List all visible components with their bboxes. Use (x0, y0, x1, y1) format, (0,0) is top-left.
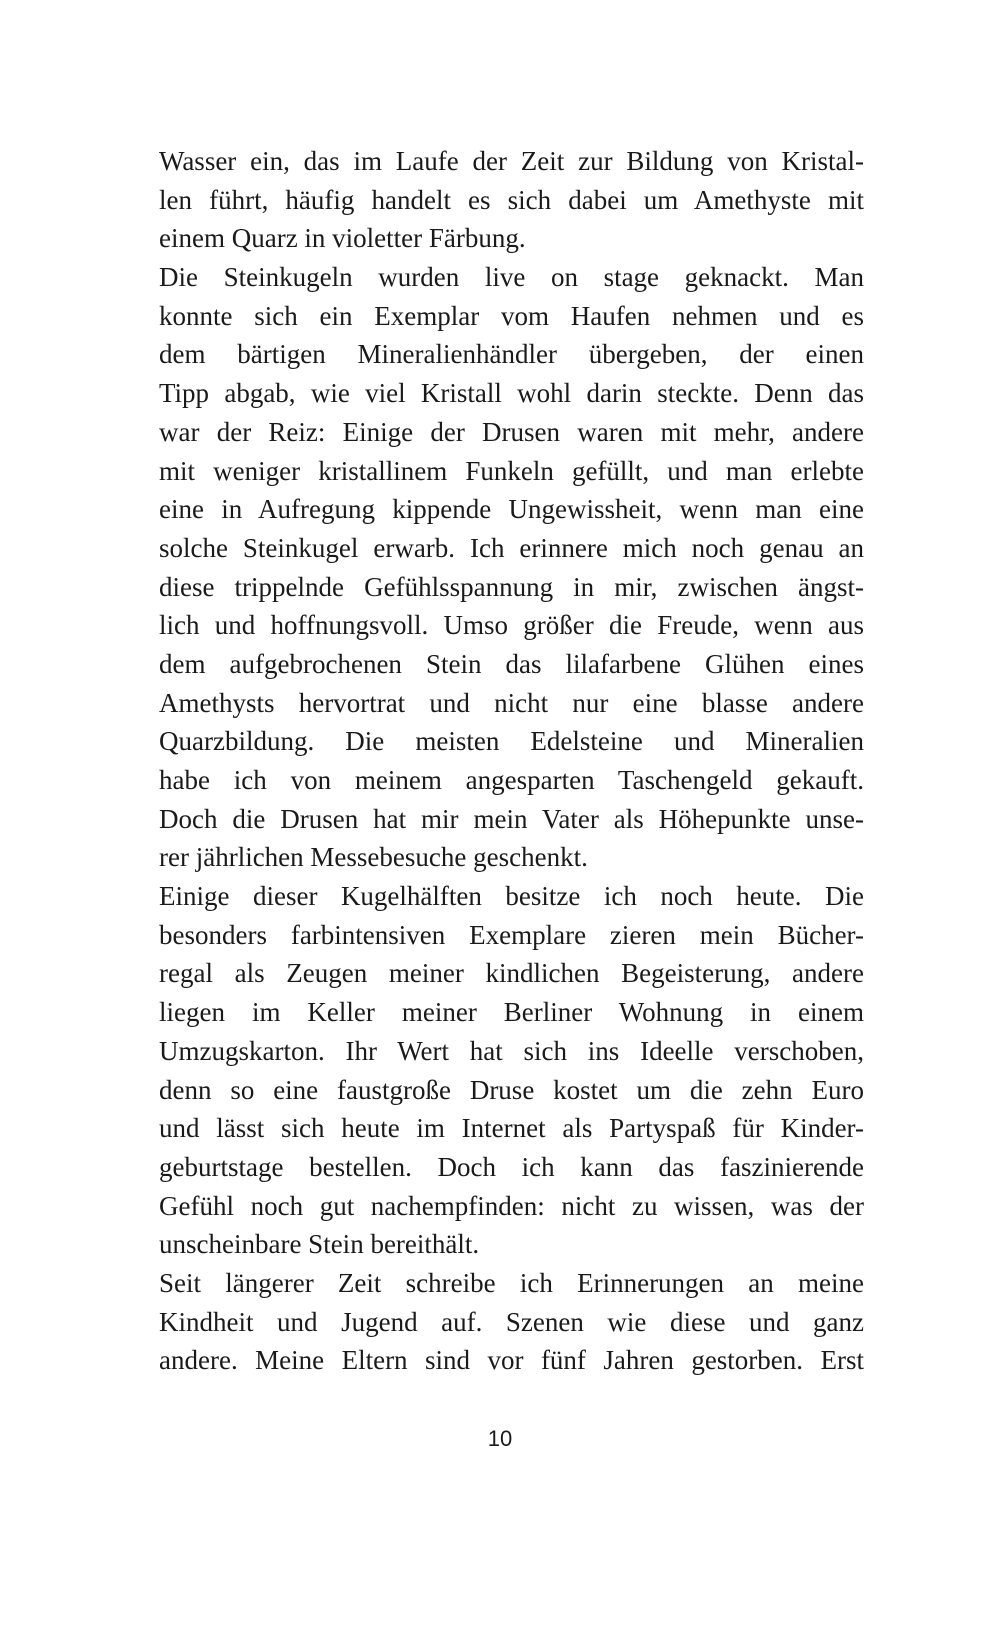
text-line: Seit längerer Zeit schreibe ich Erinnerungen an meine (159, 1267, 864, 1298)
text-line: war der Reiz: Einige der Drusen waren mit mehr, andere (159, 416, 864, 447)
text-line: Wasser ein, das im Laufe der Zeit zur Bildung von Kristal- (159, 146, 864, 176)
text-line: dem aufgebrochenen Stein das lilafarbene Glühen eines (159, 648, 864, 679)
text-line: einem Quarz in violetter Färbung. (159, 223, 526, 254)
body-text (159, 142, 864, 1380)
text-line: Die Steinkugeln wurden live on stage geknackt. Man (159, 262, 864, 293)
text-line: besonders farbintensiven Exemplare zieren mein Bücher- (159, 919, 864, 950)
text-line: mit weniger kristallinem Funkeln gefüllt, und man erlebte (159, 455, 864, 486)
text-line: Umzugskarton. Ihr Wert hat sich ins Ideelle verschoben, (159, 1035, 864, 1066)
text-line: Doch die Drusen hat mir mein Vater als Höhepunkte unse- (159, 803, 864, 834)
text-line: dem bärtigen Mineralienhändler übergeben, der einen (159, 339, 864, 370)
text-line: konnte sich ein Exemplar vom Haufen nehmen und es (159, 300, 864, 331)
text-line: Amethysts hervortrat und nicht nur eine blasse andere (159, 687, 864, 718)
text-line: Kindheit und Jugend auf. Szenen wie diese und ganz (159, 1306, 864, 1337)
text-line: denn so eine faustgroße Druse kostet um die zehn Euro (159, 1074, 864, 1105)
text-line: rer jährlichen Messebesuche geschenkt. (159, 842, 588, 873)
text-line: diese trippelnde Gefühlsspannung in mir, zwischen ängst- (159, 571, 864, 602)
text-line: len führt, häufig handelt es sich dabei um Amethyste mit (159, 184, 864, 215)
text-line: andere. Meine Eltern sind vor fünf Jahren gestorben. Erst (159, 1345, 864, 1376)
text-line: geburtstage bestellen. Doch ich kann das faszinierende (159, 1151, 864, 1182)
text-line: Gefühl noch gut nachempfinden: nicht zu wissen, was der (159, 1190, 864, 1221)
text-line: Quarzbildung. Die meisten Edelsteine und Mineralien (159, 726, 864, 757)
text-line: habe ich von meinem angesparten Taschengeld gekauft. (159, 765, 864, 795)
text-line: eine in Aufregung kippende Ungewissheit, wenn man eine (159, 494, 864, 525)
text-line: regal als Zeugen meiner kindlichen Begeisterung, andere (159, 958, 864, 989)
text-line: unscheinbare Stein bereithält. (159, 1229, 480, 1260)
page-number: 10 (487, 1426, 513, 1451)
text-line: Tipp abgab, wie viel Kristall wohl darin steckte. Denn das (159, 378, 864, 409)
text-line: und lässt sich heute im Internet als Partyspaß für Kinder- (159, 1113, 864, 1144)
text-line: Einige dieser Kugelhälften besitze ich noch heute. Die (159, 881, 864, 912)
text-line: solche Steinkugel erwarb. Ich erinnere mich noch genau an (159, 532, 864, 563)
text-line: liegen im Keller meiner Berliner Wohnung in einem (159, 997, 864, 1028)
text-line: lich und hoffnungsvoll. Umso größer die Freude, wenn aus (159, 610, 864, 641)
